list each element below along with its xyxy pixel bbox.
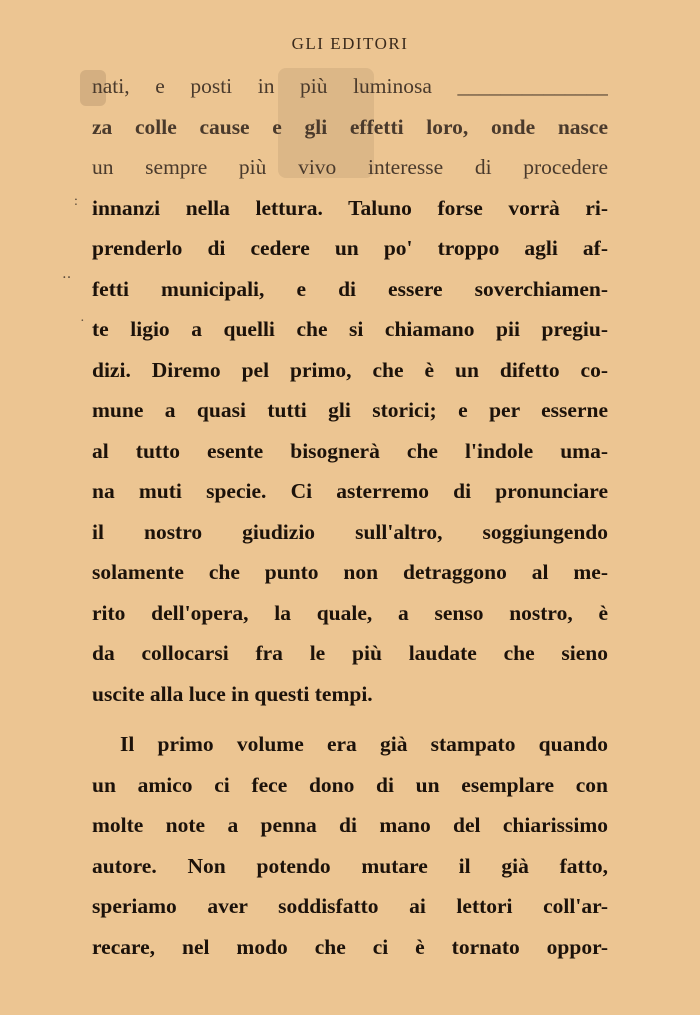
body-text	[92, 66, 608, 967]
text-line: Il primo volume era già stampato quando	[120, 732, 608, 756]
text-line: il nostro giudizio sull'altro, soggiungendo	[92, 519, 608, 544]
text-line: nati, e posti in più luminosa ______________	[92, 74, 608, 98]
text-line: solamente che punto non detraggono al me-	[92, 560, 608, 584]
text-line: te ligio a quelli che si chiamano pii pregiu-	[92, 317, 608, 341]
text-line: fetti municipali, e di essere soverchiamen-	[92, 276, 608, 301]
margin-mark: ·	[80, 314, 85, 329]
text-line: na muti specie. Ci asterremo di pronunciare	[92, 479, 608, 503]
margin-mark: :	[74, 194, 78, 209]
text-line: za colle cause e gli effetti loro, onde nasce	[92, 114, 608, 139]
text-line: recare, nel modo che ci è tornato oppor-	[92, 934, 608, 959]
text-line: molte note a penna di mano del chiarissimo	[92, 813, 608, 837]
running-head: GLI EDITORI	[291, 34, 409, 53]
text-line: uscite alla luce in questi tempi.	[92, 681, 373, 706]
text-line: speriamo aver soddisfatto ai lettori coll'ar-	[92, 894, 608, 918]
text-line: mune a quasi tutti gli storici; e per esserne	[92, 398, 608, 422]
text-line: al tutto esente bisognerà che l'indole uma-	[92, 438, 608, 463]
text-line: un sempre più vivo interesse di procedere	[92, 155, 608, 179]
text-line: autore. Non potendo mutare il già fatto,	[92, 853, 608, 878]
text-line: dizi. Diremo pel primo, che è un difetto co-	[92, 357, 608, 382]
text-line: da collocarsi fra le più laudate che sieno	[92, 641, 608, 665]
margin-mark: ‥	[62, 267, 72, 282]
text-line: innanzi nella lettura. Taluno forse vorrà ri-	[92, 195, 608, 220]
text-line: rito dell'opera, la quale, a senso nostro, è	[92, 600, 608, 625]
text-line: un amico ci fece dono di un esemplare con	[92, 772, 608, 797]
text-line: prenderlo di cedere un po' troppo agli af-	[92, 236, 608, 260]
